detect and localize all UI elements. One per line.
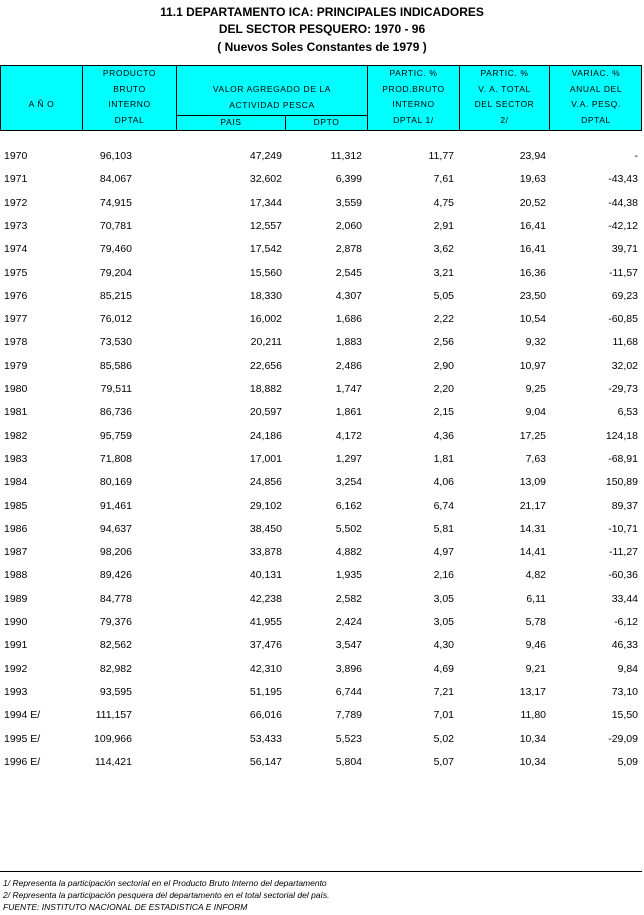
- header-variac-line: DPTAL: [581, 114, 611, 125]
- variacion-cell: -11,57: [609, 266, 638, 279]
- va-dpto-cell: 4,882: [335, 546, 362, 559]
- pbi-cell: 71,808: [99, 452, 132, 465]
- header-variac-line: VARIAC. %: [571, 68, 621, 78]
- year-cell: 1990: [4, 616, 28, 628]
- va-pais-cell: 16,002: [249, 313, 282, 326]
- year-cell: 1972: [4, 196, 28, 209]
- va-pais-cell: 17,001: [249, 452, 282, 465]
- pbi-cell: 80,169: [99, 476, 132, 489]
- partic-sector-cell: 9,21: [525, 662, 546, 675]
- va-pais-cell: 32,602: [249, 173, 282, 186]
- table-row: [0, 593, 644, 617]
- year-cell: 1976: [4, 289, 28, 302]
- year-cell: 1995 E/: [4, 732, 41, 745]
- partic-pbi-cell: 2,15: [433, 406, 454, 419]
- variacion-cell: -60,36: [608, 569, 638, 582]
- variacion-cell: -11,27: [609, 546, 638, 559]
- table-row: [0, 756, 644, 780]
- va-dpto-cell: 2,878: [335, 243, 362, 256]
- va-dpto-cell: 2,486: [335, 359, 362, 372]
- va-pais-cell: 56,147: [249, 755, 282, 768]
- pbi-cell: 76,012: [99, 313, 132, 326]
- pbi-cell: 85,215: [99, 289, 132, 302]
- va-pais-cell: 33,878: [249, 546, 282, 559]
- table-row: [0, 430, 644, 454]
- table-row: [0, 243, 644, 267]
- variacion-cell: 39,71: [611, 243, 638, 256]
- partic-pbi-cell: 4,36: [433, 429, 454, 442]
- partic-pbi-cell: 7,21: [433, 685, 454, 698]
- partic-sector-cell: 5,78: [525, 616, 546, 628]
- partic-pbi-cell: 7,61: [433, 173, 454, 186]
- va-pais-cell: 24,856: [249, 476, 282, 489]
- header-pbi-line: INTERNO: [108, 99, 151, 109]
- partic-sector-cell: 10,54: [519, 313, 546, 326]
- partic-pbi-cell: 3,21: [433, 266, 454, 279]
- variacion-cell: 150,89: [605, 476, 638, 489]
- pbi-cell: 79,511: [100, 383, 132, 395]
- partic-pbi-cell: 1,81: [433, 452, 454, 465]
- variacion-cell: -60,85: [608, 313, 638, 326]
- va-dpto-cell: 1,686: [335, 313, 362, 326]
- table-row: [0, 500, 644, 524]
- pbi-cell: 111,157: [95, 709, 132, 722]
- pbi-cell: 84,778: [99, 592, 132, 605]
- header-partic-line: DEL SECTOR: [474, 99, 535, 109]
- partic-pbi-cell: 5,05: [433, 289, 454, 302]
- year-cell: 1993: [4, 685, 28, 698]
- partic-pbi-cell: 4,30: [433, 639, 454, 652]
- partic-sector-cell: 9,04: [525, 406, 546, 419]
- variacion-cell: 15,50: [611, 709, 638, 722]
- pbi-cell: 74,915: [99, 196, 132, 209]
- header-partic-line: V. A. TOTAL: [478, 83, 531, 94]
- variacion-cell: -29,73: [608, 383, 638, 395]
- header-partic-line: DPTAL 1/: [393, 114, 434, 125]
- partic-sector-cell: 13,17: [519, 685, 546, 698]
- variacion-cell: 69,23: [611, 289, 638, 302]
- header-anio: A Ñ O: [28, 99, 55, 109]
- partic-pbi-cell: 4,69: [433, 662, 454, 675]
- table-row: [0, 406, 644, 430]
- year-cell: 1982: [4, 429, 28, 442]
- partic-sector-cell: 9,25: [525, 383, 546, 395]
- header-variacion: [550, 66, 642, 128]
- pbi-cell: 114,421: [94, 755, 132, 768]
- table-row: [0, 173, 644, 197]
- variacion-cell: 32,02: [611, 359, 638, 372]
- pbi-cell: 82,562: [99, 639, 132, 652]
- partic-pbi-cell: 5,81: [433, 522, 454, 535]
- va-pais-cell: 37,476: [249, 639, 282, 652]
- table-row: [0, 616, 644, 640]
- header-partic-line: PARTIC. %: [480, 68, 529, 78]
- partic-pbi-cell: 2,90: [433, 359, 454, 372]
- partic-sector-cell: 10,97: [519, 359, 546, 372]
- table-row: [0, 476, 644, 500]
- partic-pbi-cell: 7,01: [433, 709, 454, 722]
- year-cell: 1970: [4, 150, 28, 162]
- va-dpto-cell: 11,312: [330, 150, 362, 162]
- variacion-cell: -10,71: [608, 522, 638, 535]
- partic-pbi-cell: 2,20: [433, 383, 454, 395]
- partic-sector-cell: 6,11: [526, 592, 546, 605]
- va-dpto-cell: 2,060: [335, 219, 362, 232]
- partic-pbi-cell: 5,02: [433, 732, 454, 745]
- header-pbi-line: DPTAL: [114, 114, 145, 125]
- table-row: [0, 150, 644, 174]
- va-dpto-cell: 2,545: [335, 266, 362, 279]
- va-pais-cell: 42,310: [249, 662, 282, 675]
- partic-pbi-cell: 5,07: [433, 755, 454, 768]
- va-pais-cell: 18,330: [249, 289, 282, 302]
- table-row: [0, 383, 644, 407]
- va-dpto-cell: 5,502: [335, 522, 362, 535]
- va-pais-cell: 18,882: [249, 383, 282, 395]
- va-pais-cell: 51,195: [249, 685, 282, 698]
- header-variac-line: ANUAL DEL: [569, 83, 623, 94]
- va-pais-cell: 20,211: [250, 336, 282, 349]
- pbi-cell: 86,736: [99, 406, 132, 419]
- va-pais-cell: 40,131: [249, 569, 282, 582]
- partic-pbi-cell: 4,06: [433, 476, 454, 489]
- va-pais-cell: 12,557: [249, 219, 282, 232]
- table-title: 11.1 DEPARTAMENTO ICA: PRINCIPALES INDICADORES: [160, 5, 484, 19]
- year-cell: 1975: [4, 266, 28, 279]
- va-pais-cell: 38,450: [249, 522, 282, 535]
- va-dpto-cell: 3,254: [335, 476, 362, 489]
- va-pais-cell: 17,344: [249, 196, 282, 209]
- header-partic-line: INTERNO: [392, 99, 435, 109]
- table-row: [0, 336, 644, 360]
- header-pais: PAIS: [220, 117, 242, 127]
- pbi-cell: 82,982: [99, 662, 132, 675]
- pbi-cell: 93,595: [99, 685, 132, 698]
- year-cell: 1991: [4, 639, 28, 652]
- table-row: [0, 523, 644, 547]
- va-dpto-cell: 6,399: [335, 173, 362, 186]
- table-row: [0, 267, 644, 291]
- source-note: FUENTE: INSTITUTO NACIONAL DE ESTADISTICA E INFORM: [3, 902, 248, 912]
- va-dpto-cell: 1,935: [335, 569, 362, 582]
- partic-sector-cell: 14,31: [519, 522, 546, 535]
- header-pbi-line: PRODUCTO: [102, 68, 157, 78]
- partic-sector-cell: 10,34: [519, 732, 546, 745]
- header-valor-line: ACTIVIDAD PESCA: [229, 99, 315, 110]
- variacion-cell: 6,53: [617, 406, 638, 419]
- pbi-cell: 91,461: [99, 499, 132, 512]
- table-row: [0, 313, 644, 337]
- year-cell: 1987: [4, 546, 28, 559]
- va-pais-cell: 24,186: [249, 429, 282, 442]
- va-pais-cell: 53,433: [249, 732, 282, 745]
- year-cell: 1980: [4, 383, 28, 395]
- partic-sector-cell: 19,63: [519, 173, 546, 186]
- va-dpto-cell: 5,804: [335, 755, 362, 768]
- partic-pbi-cell: 2,16: [433, 569, 454, 582]
- partic-sector-cell: 16,41: [519, 219, 546, 232]
- header-partic-sector: [460, 66, 549, 128]
- pbi-cell: 98,206: [99, 546, 132, 559]
- year-cell: 1983: [4, 452, 28, 465]
- table-header: [0, 65, 642, 131]
- pbi-cell: 96,103: [99, 150, 132, 162]
- table-row: [0, 453, 644, 477]
- pbi-cell: 79,376: [99, 616, 132, 628]
- table-row: [0, 733, 644, 757]
- va-pais-cell: 42,238: [249, 592, 282, 605]
- header-partic-line: 2/: [500, 114, 509, 125]
- variacion-cell: -44,38: [608, 196, 638, 209]
- variacion-cell: 33,44: [611, 592, 638, 605]
- year-cell: 1994 E/: [4, 709, 41, 722]
- pbi-cell: 84,067: [99, 173, 132, 186]
- va-pais-cell: 66,016: [249, 709, 282, 722]
- partic-pbi-cell: 3,05: [433, 616, 454, 628]
- partic-sector-cell: 16,36: [519, 266, 546, 279]
- variacion-cell: 89,37: [611, 499, 638, 512]
- va-dpto-cell: 1,297: [335, 452, 362, 465]
- header-variac-line: V.A. PESQ.: [571, 99, 621, 109]
- partic-sector-cell: 17,25: [519, 429, 546, 442]
- partic-sector-cell: 23,50: [519, 289, 546, 302]
- year-cell: 1973: [4, 219, 28, 232]
- pbi-cell: 109,966: [94, 732, 132, 745]
- header-valor-line: VALOR AGREGADO DE LA: [212, 84, 332, 94]
- variacion-cell: 5,09: [617, 755, 638, 768]
- year-cell: 1988: [4, 569, 28, 582]
- pbi-cell: 73,530: [99, 336, 132, 349]
- partic-pbi-cell: 2,91: [433, 219, 454, 232]
- partic-sector-cell: 23,94: [519, 150, 546, 162]
- va-pais-cell: 41,955: [249, 616, 282, 628]
- variacion-cell: 11,68: [612, 336, 638, 349]
- partic-pbi-cell: 4,97: [433, 546, 454, 559]
- partic-sector-cell: 13,09: [519, 476, 546, 489]
- variacion-cell: 9,84: [617, 662, 638, 675]
- pbi-cell: 79,460: [99, 243, 132, 256]
- table-row: [0, 220, 644, 244]
- partic-sector-cell: 9,46: [525, 639, 546, 652]
- va-dpto-cell: 4,172: [335, 429, 362, 442]
- header-partic-pbi: [368, 66, 459, 128]
- va-dpto-cell: 7,789: [335, 709, 362, 722]
- va-pais-cell: 15,560: [249, 266, 282, 279]
- partic-pbi-cell: 11,77: [428, 150, 454, 162]
- header-dpto: DPTO: [313, 117, 340, 127]
- partic-sector-cell: 14,41: [519, 546, 546, 559]
- table-row: [0, 197, 644, 221]
- partic-pbi-cell: 2,56: [433, 336, 454, 349]
- year-cell: 1992: [4, 662, 28, 675]
- year-cell: 1986: [4, 522, 28, 535]
- year-cell: 1996 E/: [4, 755, 41, 768]
- partic-pbi-cell: 3,62: [433, 243, 454, 256]
- footnote-2: 2/ Representa la participación pesquera del departamento en el total sectorial del país.: [3, 890, 330, 900]
- va-dpto-cell: 5,523: [335, 732, 362, 745]
- partic-sector-cell: 4,82: [525, 569, 546, 582]
- partic-sector-cell: 7,63: [525, 452, 546, 465]
- va-dpto-cell: 6,162: [335, 499, 362, 512]
- va-dpto-cell: 3,547: [335, 639, 362, 652]
- header-pbi-line: BRUTO: [113, 83, 146, 94]
- partic-sector-cell: 10,34: [519, 755, 546, 768]
- year-cell: 1985: [4, 499, 28, 512]
- table-row: [0, 290, 644, 314]
- header-partic-line: PARTIC. %: [389, 68, 438, 78]
- va-dpto-cell: 4,307: [335, 289, 362, 302]
- variacion-cell: 73,10: [611, 685, 638, 698]
- table-row: [0, 639, 644, 663]
- year-cell: 1974: [4, 243, 28, 256]
- year-cell: 1981: [4, 406, 28, 419]
- table-row: [0, 569, 644, 593]
- partic-pbi-cell: 6,74: [433, 499, 454, 512]
- table-row: [0, 546, 644, 570]
- partic-sector-cell: 9,32: [525, 336, 546, 349]
- table-subtitle: DEL SECTOR PESQUERO: 1970 - 96: [218, 22, 426, 36]
- va-dpto-cell: 6,744: [335, 685, 362, 698]
- pbi-cell: 70,781: [99, 219, 132, 232]
- va-dpto-cell: 3,559: [335, 196, 362, 209]
- partic-sector-cell: 20,52: [519, 196, 546, 209]
- pbi-cell: 85,586: [99, 359, 132, 372]
- variacion-cell: -29,09: [608, 732, 638, 745]
- va-dpto-cell: 1,747: [335, 383, 362, 395]
- va-dpto-cell: 3,896: [335, 662, 362, 675]
- year-cell: 1979: [4, 359, 28, 372]
- partic-sector-cell: 11,80: [520, 709, 546, 722]
- variacion-cell: -43,43: [608, 173, 638, 186]
- partic-pbi-cell: 3,05: [433, 592, 454, 605]
- header-pbi: [83, 66, 176, 128]
- va-pais-cell: 29,102: [249, 499, 282, 512]
- va-pais-cell: 22,656: [249, 359, 282, 372]
- year-cell: 1978: [4, 336, 28, 349]
- header-partic-line: PROD.BRUTO: [382, 83, 445, 94]
- variacion-cell: -68,91: [608, 452, 638, 465]
- pbi-cell: 94,637: [99, 522, 132, 535]
- partic-pbi-cell: 4,75: [433, 196, 454, 209]
- year-cell: 1984: [4, 476, 28, 489]
- table-units: ( Nuevos Soles Constantes de 1979 ): [217, 40, 427, 54]
- va-pais-cell: 47,249: [249, 150, 282, 162]
- va-dpto-cell: 2,582: [335, 592, 362, 605]
- pbi-cell: 79,204: [99, 266, 132, 279]
- va-dpto-cell: 2,424: [335, 616, 362, 628]
- header-valor-agregado: [177, 82, 367, 113]
- va-dpto-cell: 1,883: [335, 336, 362, 349]
- variacion-cell: 124,18: [605, 429, 638, 442]
- partic-sector-cell: 16,41: [519, 243, 546, 256]
- variacion-cell: -6,12: [614, 616, 638, 628]
- year-cell: 1977: [4, 313, 28, 326]
- table-row: [0, 709, 644, 733]
- table-row: [0, 686, 644, 710]
- va-pais-cell: 17,542: [249, 243, 282, 256]
- year-cell: 1989: [4, 592, 28, 605]
- variacion-cell: -: [634, 150, 638, 162]
- table-row: [0, 360, 644, 384]
- table-bottom-rule: [0, 871, 642, 872]
- variacion-cell: 46,33: [611, 639, 638, 652]
- pbi-cell: 89,426: [99, 569, 132, 582]
- partic-pbi-cell: 2,22: [433, 313, 454, 326]
- variacion-cell: -42,12: [608, 219, 638, 232]
- year-cell: 1971: [4, 173, 28, 186]
- pbi-cell: 95,759: [99, 429, 132, 442]
- va-pais-cell: 20,597: [249, 406, 282, 419]
- va-dpto-cell: 1,861: [335, 406, 362, 419]
- table-row: [0, 663, 644, 687]
- partic-sector-cell: 21,17: [519, 499, 546, 512]
- footnote-1: 1/ Representa la participación sectorial en el Producto Bruto Interno del departamento: [3, 878, 327, 888]
